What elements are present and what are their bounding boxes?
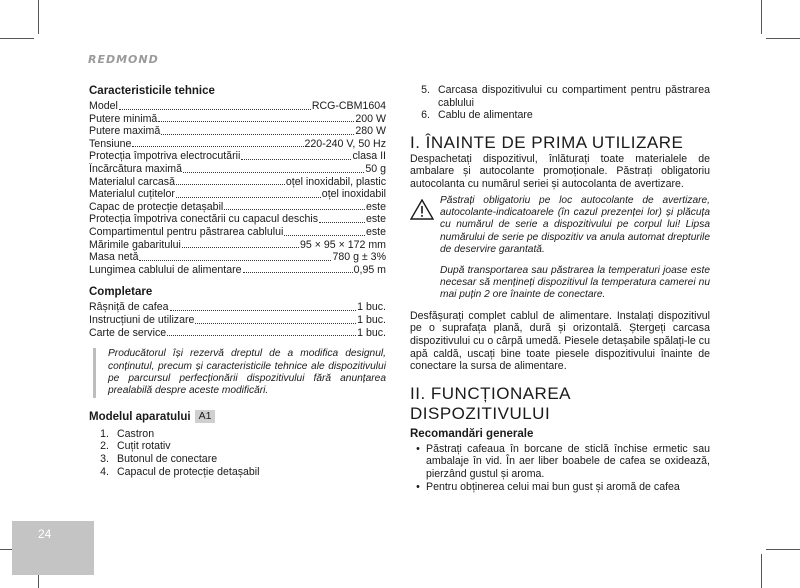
page-number-bar	[12, 521, 94, 575]
spec-row	[89, 226, 386, 239]
spec-label: Carte de service	[89, 326, 167, 339]
completion-list	[89, 301, 386, 339]
list-item	[410, 84, 710, 109]
spec-row	[89, 176, 386, 189]
item-number: 1.	[100, 427, 109, 440]
item-text: Butonul de conectare	[117, 452, 218, 465]
dot-leader	[183, 163, 364, 173]
spec-label: Materialul cuțitelor	[89, 188, 175, 201]
spec-value: este	[365, 200, 386, 213]
spec-label: Râșniță de cafea	[89, 301, 169, 314]
spec-value: 1 buc.	[357, 301, 386, 314]
spec-value: 50 g	[365, 162, 386, 175]
spec-label: Masa netă	[89, 251, 139, 264]
list-item	[89, 466, 386, 479]
right-column	[410, 84, 710, 493]
list-item	[89, 428, 386, 441]
dot-leader	[119, 100, 311, 110]
item-text: Păstrați cafeaua în borcane de sticlă închise ermetic sau ambalaje în vid. În aer liber boabele de cafea se oxidează, pierzând gustul și aroma.	[426, 442, 710, 480]
crop-mark	[38, 0, 39, 34]
manufacturer-note-text: Producătorul își rezervă dreptul de a modifica designul, conținutul, precum și caracteristicile tehnice ale dispozitivului pe parcursul perfecționării dispozitivului fără anunțarea prealabilă despre aceste modificări.	[108, 348, 386, 397]
left-column	[89, 84, 386, 478]
completion-row	[89, 327, 386, 340]
spec-label: Model	[89, 100, 118, 112]
item-number: 3.	[100, 452, 109, 465]
spec-value: oțel inoxidabil	[321, 188, 386, 201]
warning-paragraph-1: Păstrați obligatoriu pe loc autocolante de avertizare, autocolante-indicatoarele (în cazul prezenței lor) și plăcuța cu numărul de serie a dispozitivului pe corpul lui! Lipsa numărului de serie pe dispozitiv va anula automat drepturile de deservire garantată.	[440, 194, 710, 256]
item-text: Pentru obținerea celui mai bun gust și aromă de cafea	[426, 480, 680, 493]
note-bar	[93, 348, 96, 398]
item-text: Capacul de protecție detașabil	[117, 465, 260, 478]
brand-logo: REDMOND	[88, 53, 159, 66]
spec-label: Protecția împotriva conectării cu capacul deschis	[89, 213, 319, 226]
spec-value: este	[365, 213, 386, 226]
dot-leader	[139, 251, 331, 261]
item-text: Castron	[117, 427, 155, 440]
spec-row	[89, 138, 386, 151]
warning-icon	[410, 199, 436, 302]
spec-row	[89, 213, 386, 226]
crop-mark	[766, 38, 800, 39]
spec-row	[89, 188, 386, 201]
dot-leader	[224, 201, 365, 211]
item-number: 2.	[100, 440, 109, 453]
spec-row	[89, 201, 386, 214]
dot-leader	[243, 264, 353, 274]
spec-value: 95 × 95 × 172 mm	[300, 238, 386, 251]
item-text: Cablu de alimentare	[438, 109, 533, 122]
dot-leader	[176, 176, 285, 186]
specs-list	[89, 100, 386, 276]
item-number: 6.	[421, 109, 430, 122]
model-badge: A1	[195, 410, 216, 423]
dot-leader	[170, 301, 357, 311]
spec-label: Materialul carcasă	[89, 175, 175, 188]
section1-paragraph-1: Despachetați dispozitivul, înlăturați toate materialele de ambalare și autocolante promoționale. Păstrați obligatoriu autocolanta cu numărul seriei și autocolanta de avertizare.	[410, 152, 710, 190]
spec-label: Instrucțiuni de utilizare	[89, 313, 195, 326]
dot-leader	[195, 314, 356, 324]
dot-leader	[132, 138, 303, 148]
completion-row	[89, 314, 386, 327]
item-text: Cuțit rotativ	[117, 440, 171, 453]
warning-paragraph-2: După transportarea sau păstrarea la temperaturi joase este necesar să mențineți dispozitivul la temperatura camerei nu mai puțin 2 ore înainte de conectare.	[440, 264, 710, 301]
warning-block	[410, 195, 710, 302]
spec-row	[89, 100, 386, 113]
model-title: Modelul aparatului	[89, 410, 191, 423]
manufacturer-note	[89, 348, 386, 398]
list-item	[410, 109, 710, 122]
recommendations-list	[410, 443, 710, 493]
item-text: Carcasa dispozitivului cu compartiment pentru păstrarea cablului	[438, 84, 710, 109]
spec-row	[89, 251, 386, 264]
crop-mark	[761, 0, 762, 34]
spec-value: 0,95 m	[353, 263, 386, 276]
spec-label: Încărcătura maximă	[89, 162, 183, 175]
spec-value: 200 W	[355, 112, 386, 125]
list-item	[89, 440, 386, 453]
page-number: 24	[38, 527, 52, 541]
spec-value: 220-240 V, 50 Hz	[304, 137, 386, 150]
dot-leader	[241, 150, 351, 160]
model-heading	[89, 410, 386, 424]
dot-leader	[182, 239, 299, 249]
dot-leader	[284, 226, 365, 236]
spec-value: este	[365, 225, 386, 238]
spec-label: Tensiune	[89, 137, 132, 150]
spec-row	[89, 239, 386, 252]
section1-paragraph-2: Desfășurați complet cablul de alimentare. Instalați dispozitivul pe o suprafața plană, dură și orizontală. Ștergeți carcasa dispozitivului cu o cârpă umedă. Piesele detașabile spălați-le cu apă caldă, uscați bine toate piesele dispozitivului înainte de conectare la sursa de alimentare.	[410, 309, 710, 373]
dot-leader	[319, 213, 365, 223]
spec-label: Protecția împotriva electrocutării	[89, 150, 241, 163]
completion-title: Completare	[89, 286, 153, 299]
spec-row	[89, 150, 386, 163]
spec-label: Putere minimă	[89, 112, 158, 125]
dot-leader	[161, 125, 354, 135]
dot-leader	[167, 327, 356, 337]
dot-leader	[176, 188, 321, 198]
list-item	[410, 443, 710, 481]
crop-mark	[0, 38, 34, 39]
spec-label: Mărimile gabaritului	[89, 238, 181, 251]
spec-label: Compartimentul pentru păstrarea cablului	[89, 225, 284, 238]
item-number: 4.	[100, 465, 109, 478]
parts-list-continued	[410, 84, 710, 122]
parts-list	[89, 428, 386, 478]
dot-leader	[158, 113, 354, 123]
spec-value: 280 W	[355, 125, 386, 138]
section1-title: I. ÎNAINTE DE PRIMA UTILIZARE	[410, 132, 684, 152]
specs-title: Caracteristicile tehnice	[89, 85, 215, 97]
item-number: 5.	[421, 84, 430, 96]
list-item	[89, 453, 386, 466]
spec-row	[89, 264, 386, 277]
spec-value: RCG-CBM1604	[311, 100, 386, 112]
list-item	[410, 481, 710, 494]
spec-row	[89, 113, 386, 126]
crop-mark	[766, 549, 800, 550]
spec-label: Lungimea cablului de alimentare	[89, 263, 242, 276]
spec-label: Putere maximă	[89, 125, 161, 138]
spec-value: clasa II	[352, 150, 386, 163]
crop-mark	[761, 554, 762, 588]
spec-value: oțel inoxidabil, plastic	[285, 175, 386, 188]
completion-row	[89, 301, 386, 314]
spec-value: 1 buc.	[357, 326, 386, 339]
spec-value: 1 buc.	[357, 313, 386, 326]
warning-text	[436, 195, 710, 302]
recommendations-title: Recomandări generale	[410, 427, 534, 440]
spec-value: 780 g ± 3%	[332, 251, 386, 264]
bullet-icon: •	[416, 480, 420, 493]
bullet-icon: •	[416, 442, 420, 455]
section2-title: II. FUNCȚIONAREA DISPOZITIVULUI	[410, 383, 571, 423]
spec-row	[89, 163, 386, 176]
spec-row	[89, 125, 386, 138]
spec-label: Capac de protecție detașabil	[89, 200, 224, 213]
